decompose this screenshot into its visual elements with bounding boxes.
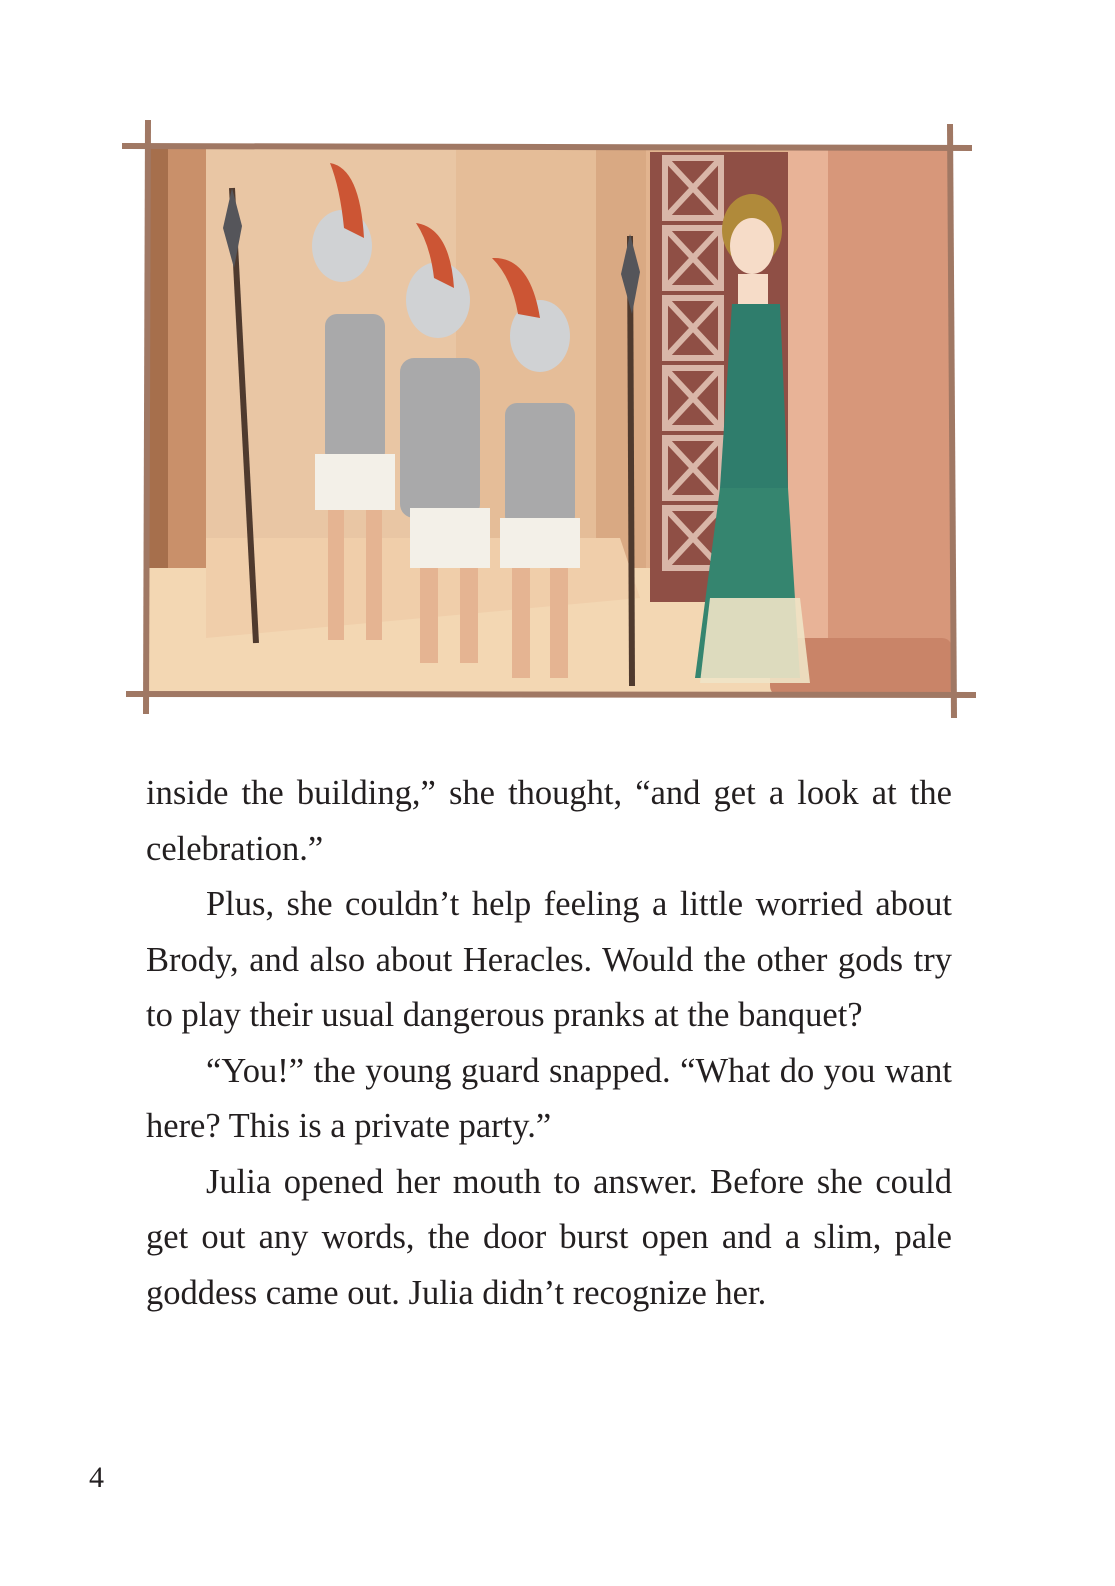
paragraph: Julia opened her mouth to answer. Before she could get out any words, the door burst open and a slim, pale goddess came out. Julia didn’t recognize her. bbox=[146, 1162, 952, 1312]
story-text bbox=[146, 766, 952, 1321]
page-number: 4 bbox=[89, 1461, 104, 1494]
guards-and-goddess-illustration bbox=[120, 118, 980, 720]
story-illustration bbox=[120, 118, 980, 720]
paragraph: inside the building,” she thought, “and get a look at the celebration.” bbox=[146, 774, 952, 868]
paragraph: “You!” the young guard snapped. “What do you want here? This is a private party.” bbox=[146, 1051, 952, 1145]
paragraph: Plus, she couldn’t help feeling a little worried about Brody, and also about Heracles. Would the other gods try to play their usual dangerous pranks at the banquet? bbox=[146, 885, 952, 1034]
